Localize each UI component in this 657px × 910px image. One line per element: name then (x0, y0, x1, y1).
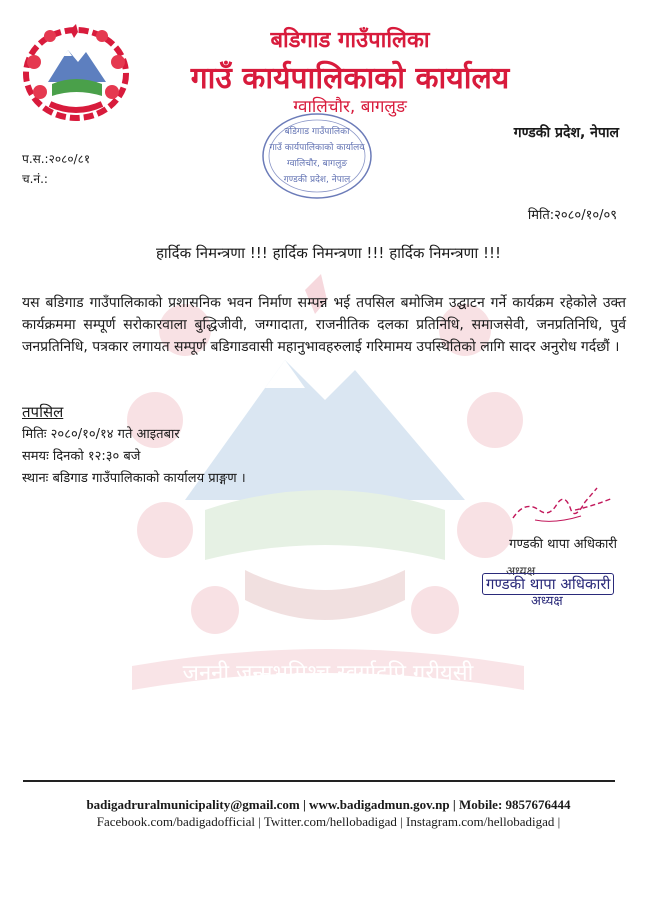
handwritten-signature (505, 480, 620, 528)
details-title: तपसिल (22, 403, 64, 421)
event-date: मितिः २०८०/१०/१४ गते आइतबार (22, 427, 180, 442)
province-label: गण्डकी प्रदेश, नेपाल (513, 125, 619, 141)
footer-contact-line: badigadruralmunicipality@gmail.com | www.badigadmun.gov.np | Mobile: 9857676444 (86, 797, 571, 812)
motto-banner (128, 636, 528, 696)
municipality-name: बडिगाड गाउँपालिका (270, 28, 430, 53)
motto-text: जननी जन्मभूमिश्च स्वर्गादपि गरीयसी (182, 661, 474, 686)
office-location: ग्वालिचौर, बागलुङ (293, 97, 407, 117)
signatory-stamp-name: गण्डकी थापा अधिकारी (482, 573, 614, 595)
invitation-heading: हार्दिक निमन्त्रणा !!! हार्दिक निमन्त्रणा !!! हार्दिक निमन्त्रणा !!! (155, 244, 502, 262)
office-name: गाउँ कार्यपालिकाको कार्यालय (190, 61, 510, 96)
event-time: समयः दिनको १२:३० बजे (22, 449, 141, 464)
dispatch-number: च.नं.: (22, 172, 48, 186)
footer-divider (23, 780, 615, 782)
event-venue: स्थानः बडिगाड गाउँपालिकाको कार्यालय प्राङ्गण । (22, 471, 246, 486)
seal-line-1: बडिगाड गाउँपालिका (284, 127, 350, 137)
signatory-title-top: अध्यक्ष (506, 564, 536, 578)
signatory-stamp-title: अध्यक्ष (531, 594, 563, 609)
letter-date: मिति:२०८०/१०/०९ (527, 208, 617, 223)
seal-line-4: गण्डकी प्रदेश, नेपाल (283, 175, 351, 185)
signatory-name: गण्डकी थापा अधिकारी (509, 537, 617, 552)
letter-body: यस बडिगाड गाउँपालिकाको प्रशासनिक भवन निर्माण सम्पन्न भई तपसिल बमोजिम उद्घाटन गर्ने कार्यक्रम रहेकोले उक्त कार्यक्रममा सम्पूर्ण सरोकारवाला बुद्धिजीवी, जग्गादाता, राजनीतिक दलका प्रतिनिधि, समाजसेवी, जनप्रतिनिधि, पुर्व जनप्रतिनिधि, पत्रकार लगायत सम्पूर्ण बडिगाडवासी महानुभावहरुलाई गरिमामय उपस्थितिको लागि सादर अनुरोध गर्दछौं । (22, 295, 626, 355)
nepal-emblem-icon (20, 22, 132, 122)
seal-line-2: गाउँ कार्यपालिकाको कार्यालय (269, 143, 365, 153)
footer-social-line: Facebook.com/badigadofficial | Twitter.com/hellobadigad | Instagram.com/hellobadigad | (96, 814, 561, 829)
office-seal-stamp (255, 106, 385, 202)
letter-number: प.स.:२०८०/८१ (22, 152, 91, 166)
seal-line-3: ग्वालिचौर, बागलुङ (286, 159, 348, 169)
